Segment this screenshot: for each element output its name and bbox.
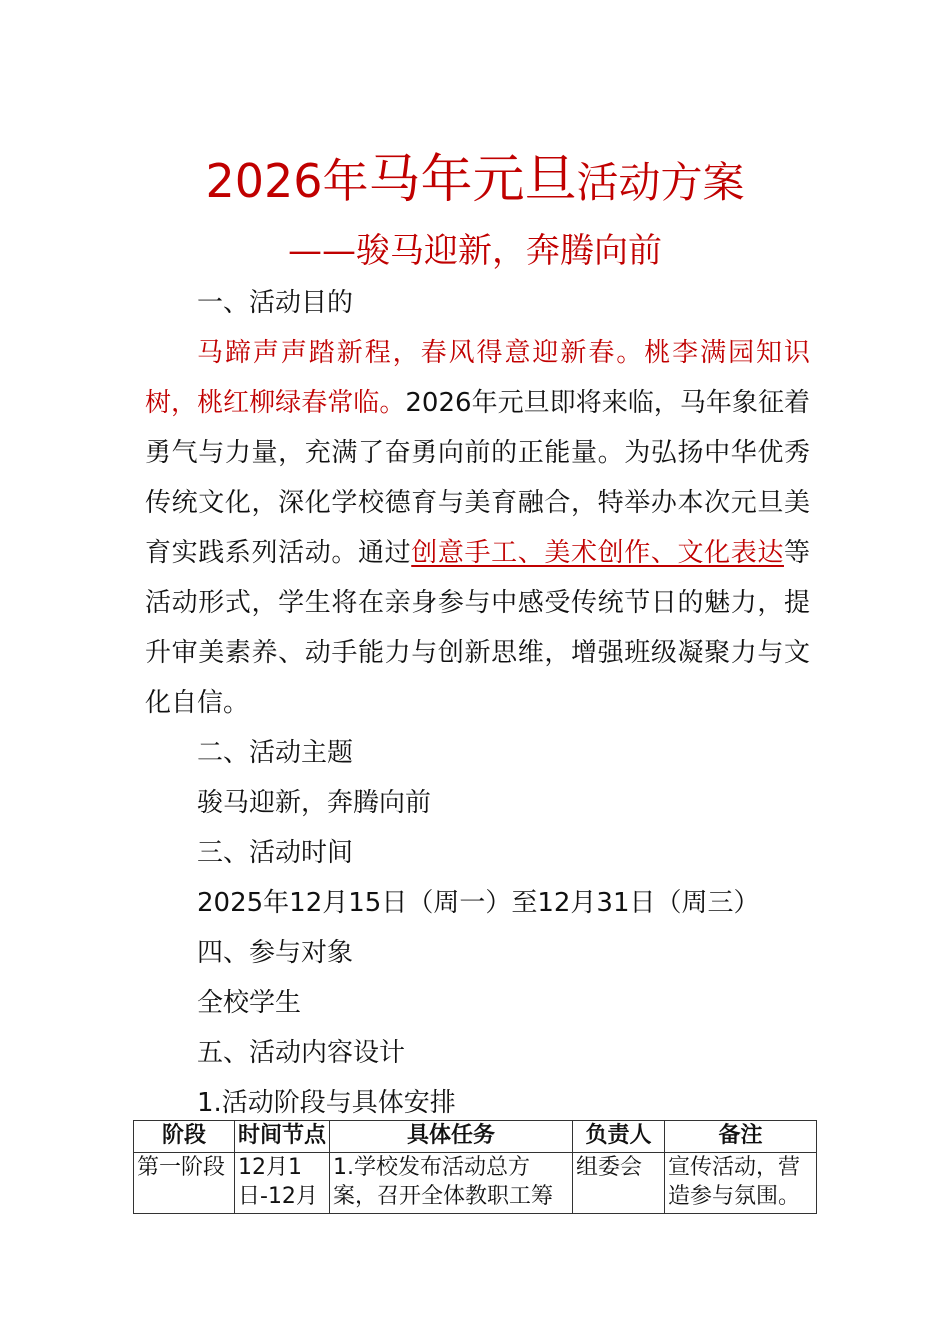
- title-nian: 年: [322, 154, 369, 208]
- purpose-paragraph: [145, 328, 810, 728]
- cell-owner: 组委会: [573, 1153, 665, 1214]
- theme-content: 骏马迎新，奔腾向前: [197, 788, 432, 818]
- purpose-text-a: 2026年元旦即将来临，马年象征着勇气与力量，充满了奋勇向前的正能量。为弘扬中华优秀传统文化，深化学校德育与美育融合，特举办本次元旦美育实践系列活动。通过: [145, 388, 810, 568]
- section-heading-theme: 二、活动主题: [197, 738, 354, 768]
- header-stage: 阶段: [134, 1121, 235, 1153]
- document-body: [145, 278, 810, 1128]
- title-year: 2026: [205, 154, 323, 208]
- cell-time: 12月1日-12月: [235, 1153, 330, 1214]
- document-title: [0, 150, 950, 213]
- section-heading-time: 三、活动时间: [197, 838, 354, 868]
- purpose-text-b: 等活动形式，学生将在亲身参与中感受传统节日的魅力，提升审美素养、动手能力与创新思维，增强班级凝聚力与文化自信。: [145, 538, 810, 718]
- title-suffix: 活动方案: [576, 158, 745, 207]
- header-owner: 负责人: [573, 1121, 665, 1153]
- time-content: 2025年12月15日（周一）至12月31日（周三）: [197, 888, 760, 918]
- cell-stage: 第一阶段: [134, 1153, 235, 1214]
- table-header-row: [134, 1121, 817, 1153]
- cell-task: 1.学校发布活动总方案，召开全体教职工筹: [330, 1153, 573, 1214]
- purpose-red-intro: 马蹄声声踏新程，春风得意迎新春。桃李满园知识树，桃红柳绿春常临。: [145, 338, 810, 418]
- header-remark: 备注: [665, 1121, 817, 1153]
- participants-content: 全校学生: [197, 988, 302, 1018]
- schedule-table: [133, 1120, 817, 1214]
- section-heading-purpose: 一、活动目的: [197, 288, 354, 318]
- section-heading-participants: 四、参与对象: [197, 938, 354, 968]
- purpose-underlined-forms: 创意手工、美术创作、文化表达: [411, 538, 784, 568]
- cell-remark: 宣传活动，营造参与氛围。: [665, 1153, 817, 1214]
- document-subtitle: ——骏马迎新，奔腾向前: [288, 231, 662, 271]
- header-task: 具体任务: [330, 1121, 573, 1153]
- header-time: 时间节点: [235, 1121, 330, 1153]
- table-row: [134, 1153, 817, 1214]
- section-heading-content: 五、活动内容设计: [197, 1038, 406, 1068]
- content-subheading: 1.活动阶段与具体安排: [197, 1088, 456, 1118]
- title-main: 马年元旦: [368, 150, 577, 210]
